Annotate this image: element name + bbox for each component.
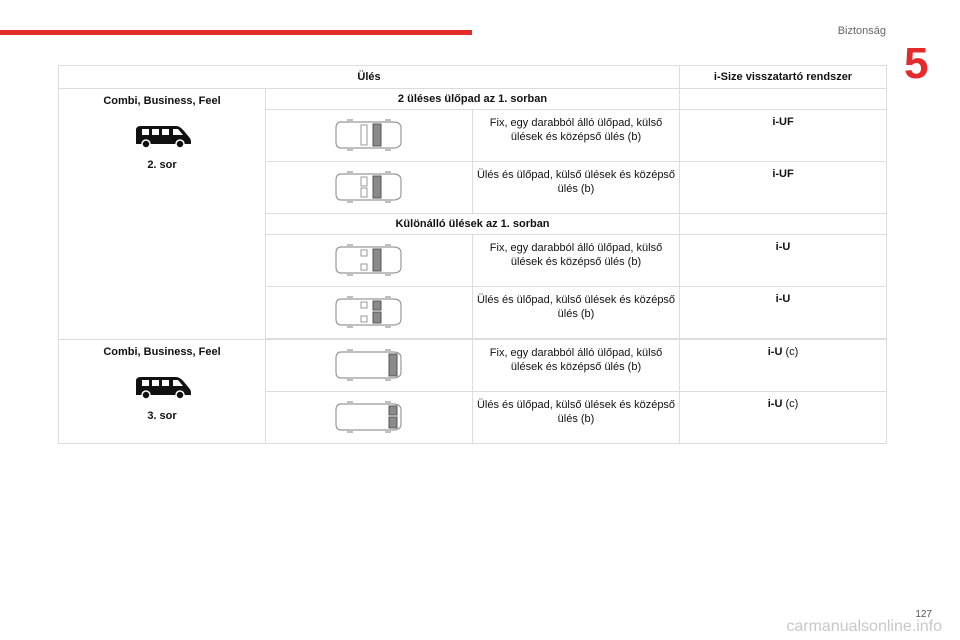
seat-description: Ülés és ülőpad, külső ülések és középső ülés (b) <box>473 162 680 214</box>
diagram-cell <box>266 110 473 162</box>
seat-layout-icon <box>333 399 405 435</box>
seat-description: Ülés és ülőpad, külső ülések és középső ülés (b) <box>473 392 680 444</box>
result-value: i-U <box>767 398 783 410</box>
diagram-cell <box>266 235 473 287</box>
result-value: i-UF <box>772 168 794 180</box>
result-value: i-UF <box>772 116 794 128</box>
group-title: Különálló ülések az 1. sorban <box>266 214 680 235</box>
seat-layout-icon <box>333 117 405 153</box>
segment-row-label: 2. sor <box>147 159 177 171</box>
result-cell <box>680 287 887 339</box>
column-header-seat: Ülés <box>59 66 680 89</box>
result-note: (c) <box>785 346 799 358</box>
table-row <box>59 340 887 392</box>
table-header-row <box>59 66 887 89</box>
segment-cell <box>59 89 266 340</box>
seat-layout-icon <box>333 294 405 330</box>
result-cell <box>680 162 887 214</box>
diagram-cell <box>266 162 473 214</box>
diagram-cell <box>266 392 473 444</box>
result-value: i-U <box>775 241 791 253</box>
segment-model: Combi, Business, Feel <box>103 95 221 107</box>
van-side-icon <box>132 372 192 400</box>
section-title: Biztonság <box>837 25 886 37</box>
watermark: carmanualsonline.info <box>786 618 942 635</box>
diagram-cell <box>266 287 473 339</box>
page-number: 127 <box>915 609 932 620</box>
segment-row-label: 3. sor <box>147 410 177 422</box>
segment-cell <box>59 340 266 444</box>
seat-layout-icon <box>333 169 405 205</box>
group-title: 2 üléses ülőpad az 1. sorban <box>266 89 680 110</box>
result-value: i-U <box>775 293 791 305</box>
chapter-number: 5 <box>904 39 929 88</box>
seat-description: Fix, egy darabból álló ülőpad, külső ülések és középső ülés (b) <box>473 110 680 162</box>
result-cell <box>680 110 887 162</box>
result-cell <box>680 235 887 287</box>
segment-model: Combi, Business, Feel <box>103 346 221 358</box>
van-side-icon <box>132 121 192 149</box>
seat-layout-icon <box>333 242 405 278</box>
header-red-bar <box>0 30 472 35</box>
seat-layout-icon <box>333 347 405 383</box>
seat-description: Ülés és ülőpad, külső ülések és középső ülés (b) <box>473 287 680 339</box>
diagram-cell <box>266 340 473 392</box>
seat-description: Fix, egy darabból álló ülőpad, külső ülések és középső ülés (b) <box>473 235 680 287</box>
result-note: (c) <box>785 398 799 410</box>
result-cell <box>680 340 887 392</box>
result-cell <box>680 392 887 444</box>
column-header-system: i-Size visszatartó rendszer <box>680 66 887 89</box>
seat-compatibility-table <box>58 65 887 444</box>
empty-cell <box>680 89 887 110</box>
seat-description: Fix, egy darabból álló ülőpad, külső ülések és középső ülés (b) <box>473 340 680 392</box>
result-value: i-U <box>767 346 783 358</box>
empty-cell <box>680 214 887 235</box>
